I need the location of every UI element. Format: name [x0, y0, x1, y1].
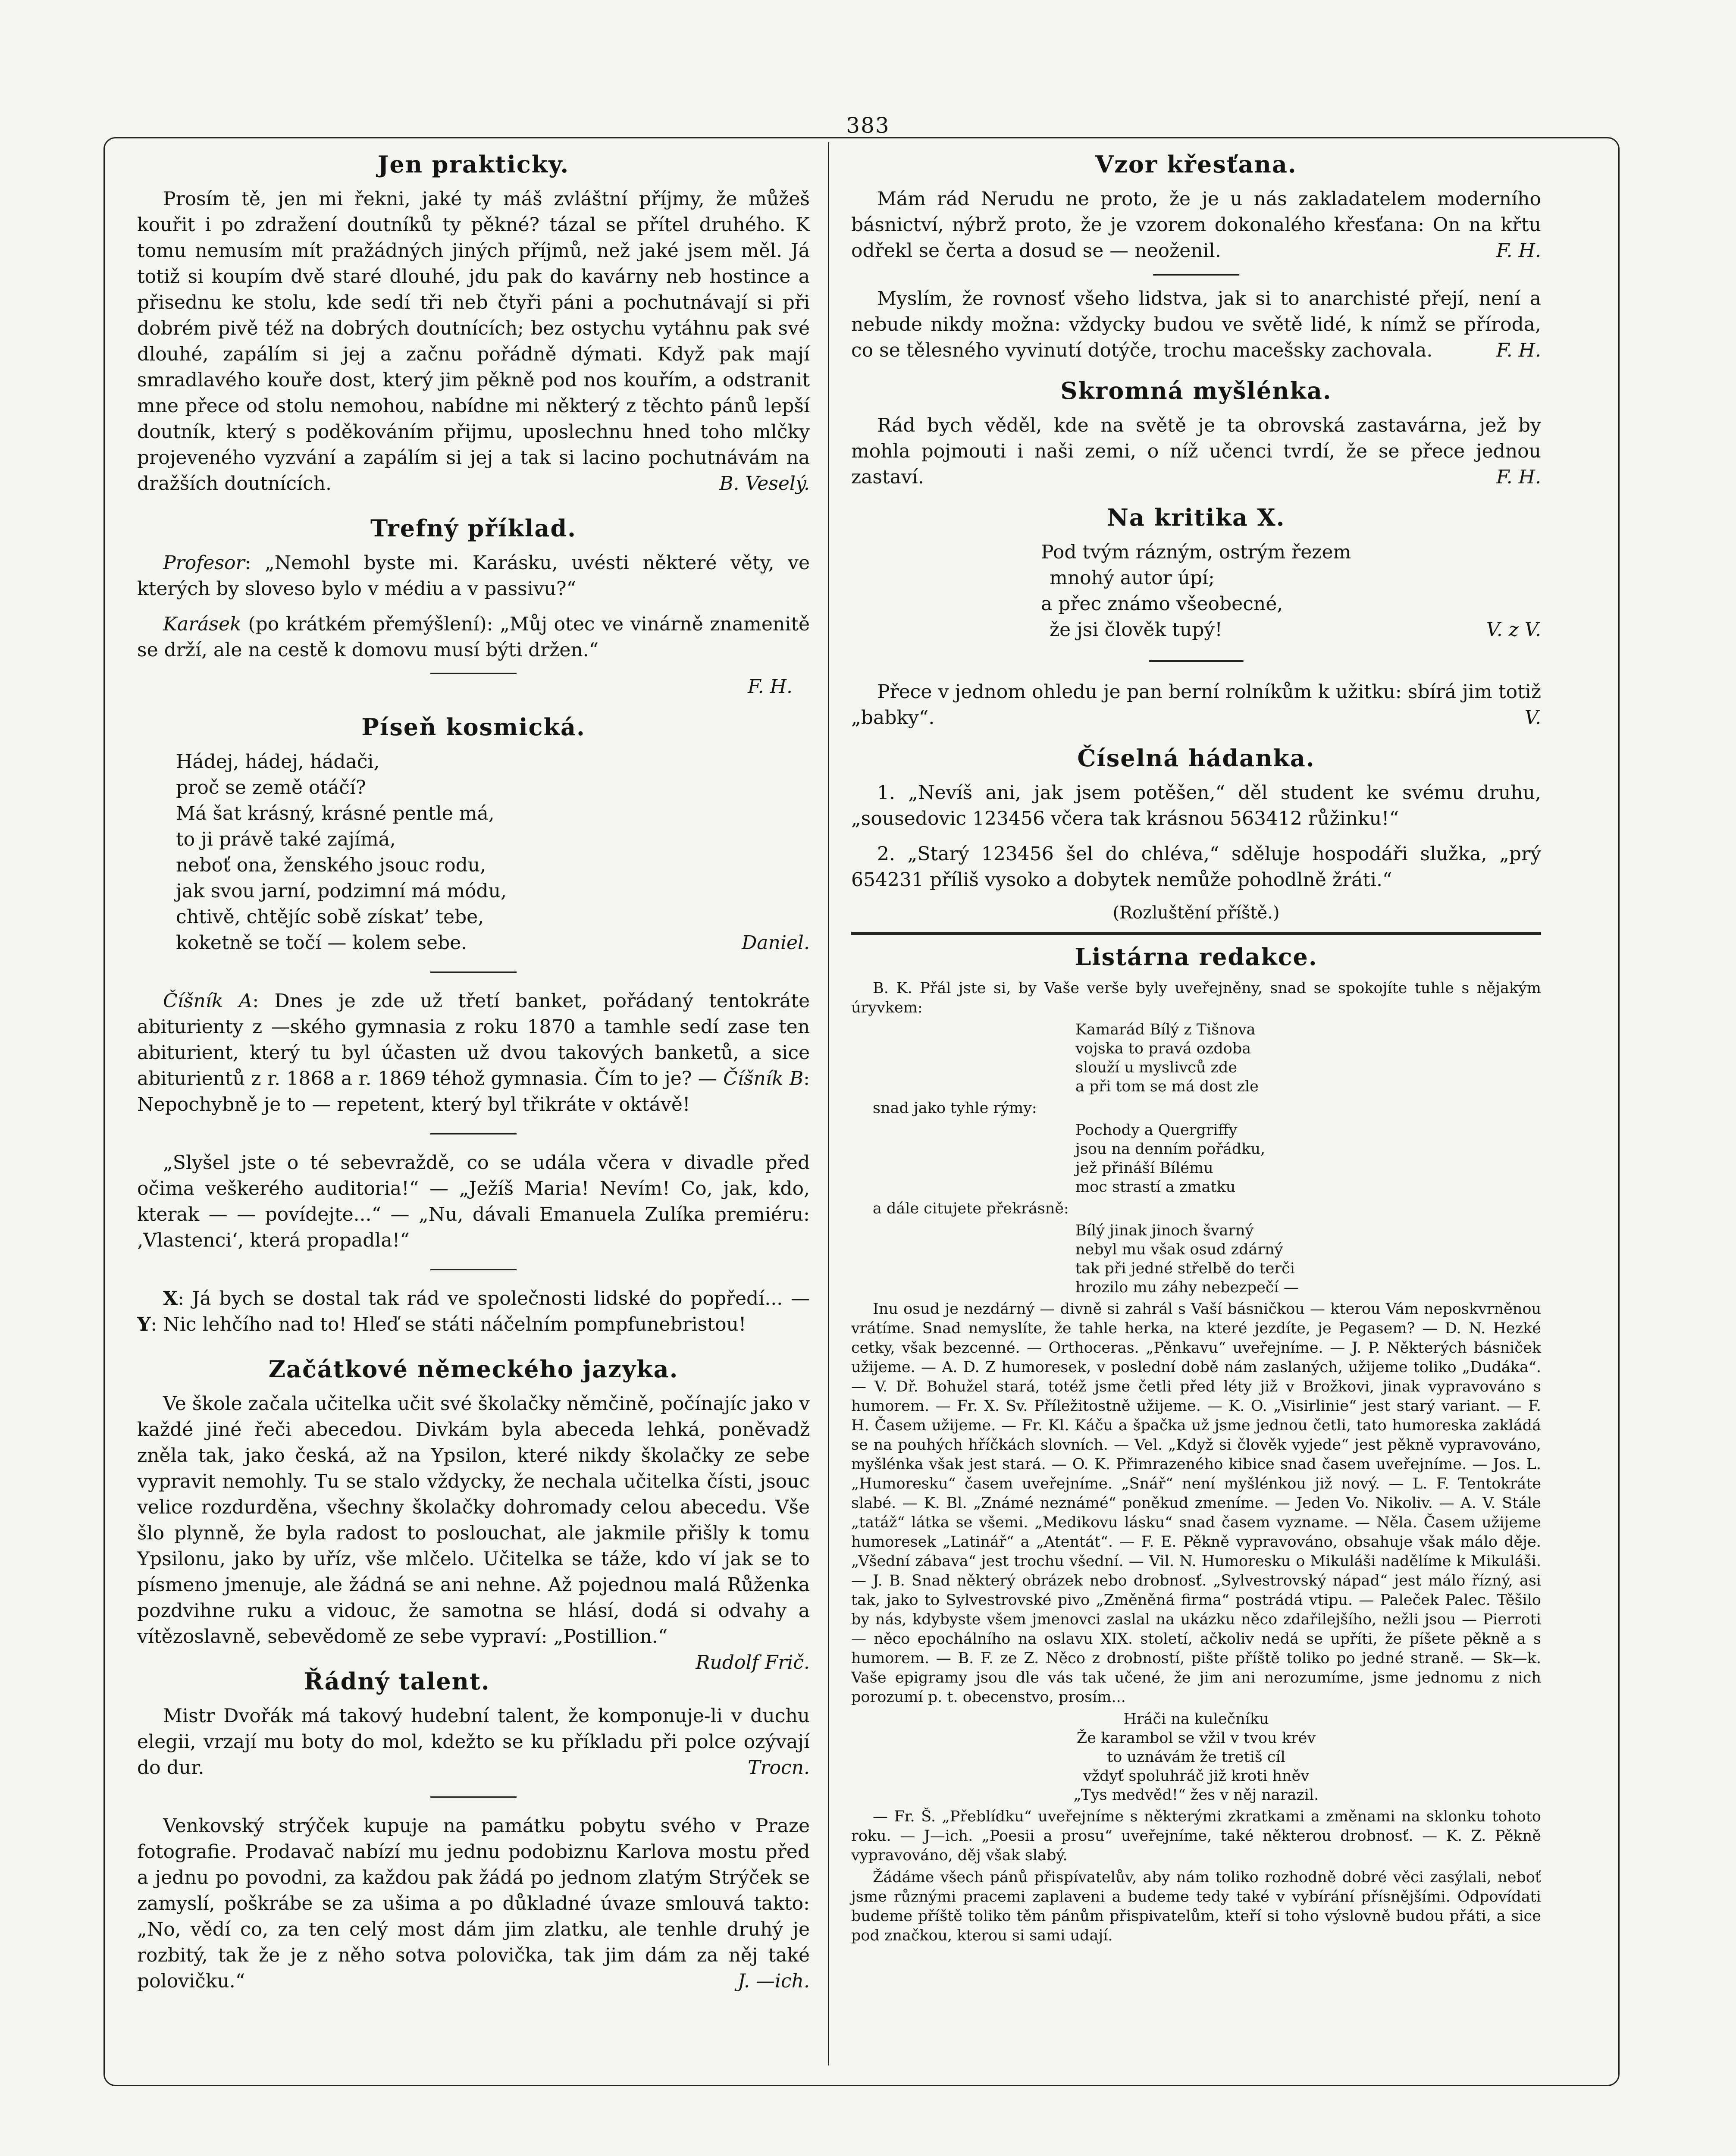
poem-line: jak svou jarní, podzimní má módu, — [176, 880, 507, 902]
heavy-rule — [851, 932, 1541, 935]
page-number: 383 — [846, 113, 890, 138]
verse-line: nebyl mu však osud zdárný — [1075, 1241, 1283, 1258]
poem-line: koketně se točí — kolem sebe. Daniel. — [176, 930, 810, 956]
separator — [1153, 274, 1239, 276]
verse-line: vojska to pravá ozdoba — [1075, 1040, 1251, 1057]
section-title: Listárna redakce. — [1075, 943, 1318, 971]
article-author: F. H. — [1496, 339, 1541, 361]
poem-lines — [176, 749, 810, 956]
quoted-verse — [1075, 1221, 1541, 1297]
anecdote-sebevrazda: „Slyšel jste o té sebevraždě, co se udála včera v divadle před očima veškerého auditoria!“ — „Ježíš Maria! Nevím! Co, jak, kdo, kterak — — povídejte...“ — „Nu, dávali Emanuela Zulíka premiéru: ‚Vlastenci‘, která propadla!“ — [137, 1152, 810, 1251]
separator — [430, 1796, 517, 1798]
puzzle-item: 2. „Starý 123456 šel do chléva,“ sděluje hospodáři služka, „prý 654231 příliš vysoko a dobytek nemůže pohodlně žráti.“ — [851, 843, 1541, 891]
article-author: B. Veselý. — [719, 473, 810, 495]
verse-line: a při tom se má dost zle — [1075, 1078, 1259, 1095]
poem-author: Daniel. — [741, 932, 810, 954]
verse-line: Hráči na kulečníku — [1123, 1711, 1269, 1728]
article-title: Řádný talent. — [304, 1667, 490, 1695]
anecdote-cisnik: Číšník A: Dnes je zde už třetí banket, pořádaný tentokráte abiturienty z —ského gymnasia z roku 1870 a tamhle sedí zase ten abiturient, který tu byl účasten už dvou takových banketů, a sice abiturientů z r. 1868 a r. 1869 téhož gymnasia. Čím to je? — Číšník B: Nepochybně je to — repetent, který byl třikráte v oktávě! — [137, 990, 810, 1116]
quoted-verse — [1075, 1121, 1541, 1197]
article-trefny-priklad — [137, 514, 810, 700]
article-author: V. — [1524, 707, 1541, 729]
poem-lines — [1041, 539, 1541, 643]
poem-line: to ji právě také zajímá, — [176, 828, 396, 850]
verse-line: jež přináší Bílému — [1075, 1159, 1213, 1177]
article-author: F. H. — [1496, 466, 1541, 488]
poem-na-kritika — [851, 503, 1541, 643]
poem-line: proč se země otáčí? — [176, 777, 366, 799]
puzzle-note: (Rozluštění příště.) — [1112, 903, 1280, 923]
letters-intro: B. K. Přál jste si, by Vaše verše byly uveřejněny, snad se spokojíte tuhle s nějakým úryvkem: — [851, 980, 1541, 1016]
article-author: Trocn. — [748, 1757, 810, 1779]
poem-line: Hádej, hádej, hádači, — [176, 751, 380, 773]
letters-text: a dále citujete překrásně: — [873, 1200, 1069, 1217]
letters-text: — Fr. Š. „Přeblídku“ uveřejníme s některými zkratkami a změnami na sklonku tohoto roku. — J—ich. „Poesii a prosu“ uveřejníme, také některou drobnosť. — K. Z. Pěkně vypravováno, děj však slabý. — [851, 1808, 1541, 1864]
letters-body — [851, 979, 1541, 1946]
article-zacatkove — [137, 1355, 810, 1673]
poem-line: že jsi člověk tupý! V. z V. — [1041, 617, 1541, 643]
poem-title: Píseň kosmická. — [361, 713, 586, 741]
separator — [430, 1133, 517, 1134]
verse-line: slouží u myslivců zde — [1075, 1059, 1238, 1076]
article-title: Vzor křesťana. — [1095, 150, 1297, 178]
article-title: Skromná myšlénka. — [1060, 377, 1332, 404]
letters-column — [851, 943, 1541, 1946]
puzzle-item: 1. „Nevíš ani, jak jsem potěšen,“ děl student ke svému druhu, „sousedovic 123456 včera tak krásnou 563412 růžinku!“ — [851, 782, 1541, 830]
dialogue-line: Karásek (po krátkém přemýšlení): „Můj otec ve vinárně znamenitě se drží, ale na cestě k domovu musí býti držen.“ — [137, 613, 810, 661]
poem-line: a přec známo všeobecné, — [1041, 593, 1283, 615]
separator — [1149, 660, 1244, 662]
article-body: Rád bych věděl, kde na světě je ta obrovská zastavárna, jež by mohla pojmouti i naši zemi, o níž učenci tvrdí, že se přece jednou zastaví. F. H. — [851, 413, 1541, 490]
verse-line: Kamarád Bílý z Tišnova — [1075, 1021, 1256, 1038]
right-column — [851, 150, 1541, 1948]
verse-line: Pochody a Quergriffy — [1075, 1122, 1238, 1139]
verse-line: Bílý jinak jinoch švarný — [1075, 1222, 1254, 1239]
verse-line: „Tys medvěd!“ žes v něj narazil. — [1073, 1786, 1319, 1804]
letters-text: Inu osud je nezdárný — divně si zahrál s Vaší básničkou — kterou Vám neposkvrněnou vrátíme. Snad nemyslíte, že tahle herka, na které jezdíte, je Pegasem? — D. N. Hezké cetky, však bezcenné. — Orthoceras. „Pěnkavu“ uveřejníme. — J. P. Některých básniček užijeme. — A. D. Z humoresek, v poslední době nám zaslaných, užijeme toliko „Dudáka“. — V. Dř. Bohužel stará, totéž jsme četli před léty již v Brožkovi, jinak vypravováno s humorem. — Fr. X. Sv. Příležitostně užijeme. — K. O. „Visirlinie“ jest starý variant. — F. H. Časem užijeme. — Fr. Kl. Káču a špačka už jsme jednou četli, tato humoreska zakládá se na pouhých hříčkách slovních. — Vel. „Když si člověk vyjede“ jest pěkně vypravováno, myšlénka však jest stará. — O. K. Přimrazeného kibice snad časem uveřejníme. — Jos. L. „Humoresku“ časem uveřejníme. „Snář“ není myšlénkou již nový. — L. F. Tentokráte slabé. — K. Bl. „Známé neznámé“ poněkud zmeníme. — Jeden Vo. Nikoliv. — A. V. Stále „tatáž“ látka se všemi. „Medikovu lásku“ snad časem vyzname. — Něla. Časem užijeme humoresek „Latinář“ a „Atentát“. — F. E. Pěkně vypravováno, obsahuje však málo děje. „Všední zábava“ jest trochu všední. — Vil. N. Humoresku o Mikuláši nadělíme k Mikuláši. — J. B. Snad některý obrázek nebo drobnosť. „Sylvestrovský nápad“ jest málo řízný, asi tak, jako to Sylvestrovské pivo „Změněná firma“ postrádá vtipu. — Paleček Palec. Těšilo by nás, kdybyste všem jmenovci zaslal na ukázku něco zdařilejšího, nežli jsou — Pierroti — něco epochálního na oslavu XIX. století, ačkoliv nedá se upříti, že píšete pěkně a s humorem. — B. F. ze Z. Něco z drobností, pište příště toliko po jedné straně. — Sk—k. Vaše epigramy jsou dle vás tak učené, že jim ani nerozumíme, jsme jednomu z nich porozumí p. t. obecenstvo, prosím... — [851, 1300, 1541, 1706]
article-title: Číselná hádanka. — [1077, 744, 1315, 772]
verse-line: tak při jedné střelbě do terči — [1075, 1260, 1295, 1277]
verse-line: hrozilo mu záhy nebezpečí — — [1075, 1279, 1299, 1296]
verse-line: to uznávám že tretiš cíl — [1107, 1749, 1285, 1766]
letters-text: snad jako tyhle rýmy: — [873, 1100, 1037, 1117]
article-author: F. H. — [747, 676, 793, 698]
anecdote-berni: Přece v jednom ohledu je pan berní rolníkům k užitku: sbírá jim totiž „babky“. V. — [851, 679, 1541, 731]
article-title: Začátkové německého jazyka. — [268, 1355, 679, 1383]
article-radny-talent — [137, 1667, 810, 1781]
article-vzor-krestana — [851, 150, 1541, 264]
column-divider — [828, 142, 829, 2065]
article-body: Mám rád Nerudu ne proto, že je u nás zakladatelem moderního básnictví, nýbrž proto, že je vzorem dokonalého křesťana: On na křtu odřekl se čerta a dosud se — neoženil. F. H. — [851, 186, 1541, 264]
article-author: J. —ich. — [737, 1970, 810, 1992]
poem-line: chtivě, chtějíc sobě získat’ tebe, — [176, 906, 484, 928]
verse-line: vždyť spoluhráč již kroti hněv — [1083, 1767, 1310, 1785]
article-author: F. H. — [1496, 240, 1541, 262]
left-column — [137, 150, 810, 2004]
article-skromna — [851, 376, 1541, 490]
article-author: Rudolf Frič. — [696, 1651, 810, 1673]
poem-line: Má šat krásný, krásné pentle má, — [176, 802, 495, 824]
article-title: Trefný příklad. — [370, 514, 577, 542]
quoted-verse — [851, 1710, 1541, 1805]
verse-line: jsou na denním pořádku, — [1075, 1141, 1266, 1158]
poem-line: Pod tvým rázným, ostrým řezem — [1041, 541, 1351, 563]
article-body: Ve škole začala učitelka učit své školačky němčině, počínajíc jako v každé jiné řeči abecedou. Divkám byla abeceda lehká, poněvadž zněla tak, jako česká, až na Ypsilon, které nikdy školačky ze sebe vypravit nemohly. Tu se stalo vždycky, že nechala učitelka čísti, jsouc velice rozdurděna, všechny školačky dohromady celou abecedu. Vše šlo plynně, že byla radost to poslouchat, ale jakmile přišly k tomu Ypsilonu, jako by uříz, vše mlčelo. Učitelka se táže, kdo ví jak se to písmeno jmenuje, ale žádná se ani nehne. Až pojednou malá Růženka pozdvihne ruku a vidouc, že samotna se hlásí, dodá si odvahy a vítězoslavně, sebevědomě ze sebe vypraví: „Postillion.“ Rudolf Frič. — [137, 1391, 810, 1650]
poem-line: mnohý autor úpí; — [1050, 567, 1215, 589]
separator — [430, 971, 517, 973]
verse-line: moc strastí a zmatku — [1075, 1178, 1236, 1196]
poem-author: V. z V. — [1486, 619, 1541, 641]
quoted-verse — [1075, 1020, 1541, 1096]
article-body: Prosím tě, jen mi řekni, jaké ty máš zvláštní příjmy, že můžeš kouřit i po zdražení doutníků ty pěkné? tázal se přítel druhého. K tomu nemusím mít pražádných jiných příjmů, než jaké jsem měl. Já totiž si koupím dvě staré dlouhé, jdu pak do kavárny neb hostince a přisednu ke stolu, kde sedí tři neb čtyři páni a pochutnávají si při dobrém pivě též na dobrých doutnících; bez ostychu vytáhnu pak své dlouhé, zapálím si jej a začnu pořádně dýmati. Když pak mají smradlavého kouře dost, který jim pěkně pod nos kouřím, a odstranit mne přece od stolu nemohou, nabídne mi některý z těchto pánů lepší doutník, který s poděkováním přijmu, uposlechnu hned toho mlčky projeveného vyzvání a zapálím si jej a tak si lacino pochutnávám na dražších doutnících. B. Veselý. — [137, 186, 810, 497]
anecdote-rovnost: Myslím, že rovnosť všeho lidstva, jak si to anarchisté přejí, není a nebude nikdy možna: vždycky budou ve světě lidé, k nímž se příroda, co se tělesného vyvinutí dotýče, trochu macešsky zachovala. F. H. — [851, 286, 1541, 364]
letters-closing: Žádáme všech pánů přispívatelův, aby nám toliko rozhodně dobré věci zasýlali, neboť jsme různými pracemi zaplaveni a budeme tedy také v vybírání přísnějšími. Odpovídati budeme příště toliko těm pánům přispivatelům, kteří si toho výslovně budou přáti, a sice pod značkou, kterou si sami udají. — [851, 1869, 1541, 1944]
poem-title: Na kritika X. — [1107, 504, 1285, 531]
separator — [430, 1269, 517, 1270]
dialogue-line: Profesor: „Nemohl byste mi. Karásku, uvésti některé věty, ve kterých by sloveso bylo v médiu a v passivu?“ — [137, 552, 810, 600]
verse-line: Že karambol se vžil v tvou krév — [1076, 1730, 1316, 1747]
poem-line: neboť ona, ženského jsouc rodu, — [176, 854, 486, 876]
article-title: Jen prakticky. — [377, 150, 570, 178]
anecdote-xy: X: Já bych se dostal tak rád ve společnosti lidské do popředí... — Y: Nic lehčího nad to! Hleď se státi náčelním pompfunebristou! — [137, 1288, 810, 1335]
poem-pisen-kosmicka — [137, 713, 810, 956]
article-body: Mistr Dvořák má takový hudební talent, že komponuje-li v duchu elegii, vrzají mu boty do mol, kdežto se ku příkladu při polce ozývají do dur. Trocn. — [137, 1703, 810, 1781]
article-jen-prakticky — [137, 150, 810, 497]
puzzle-ciselna — [851, 744, 1541, 926]
anecdote-venkovsky: Venkovský strýček kupuje na památku pobytu svého v Praze fotografie. Prodavač nabízí mu jednu podobiznu Karlova mostu před a jednu po povodni, za každou pak žádá po jednom zlatým Strýček se zamyslí, poškrábe se za ušima a po důkladné úvaze smlouvá takto: „No, vědí co, za ten celý most dám jim zlatku, ale tenhle druhý je rozbitý, tak že je z něho sotva polovička, tak jim dám za něj také polovičku.“ J. —ich. — [137, 1813, 810, 1994]
